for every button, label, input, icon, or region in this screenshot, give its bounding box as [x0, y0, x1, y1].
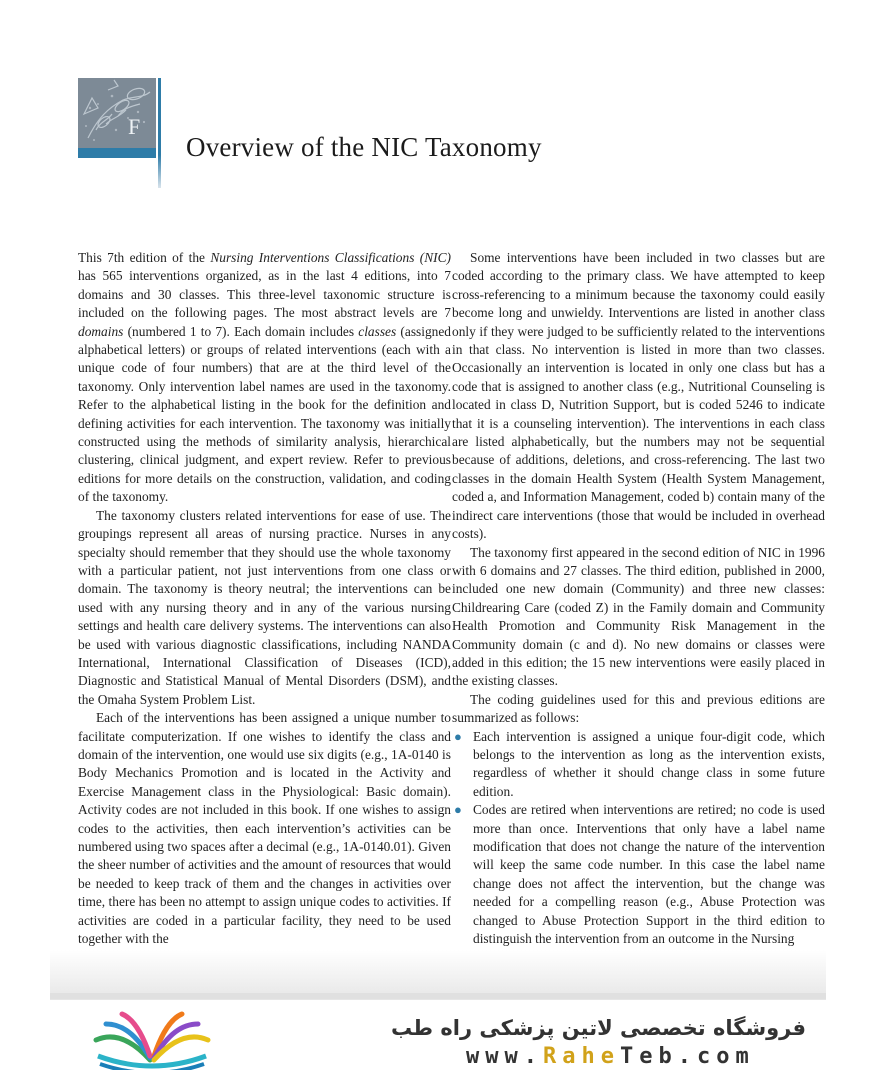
bullet-icon: ●: [454, 802, 462, 818]
coding-guidelines-list: [452, 728, 825, 949]
paragraph: Each of the interventions has been assigned a unique number to facilitate computerization. If one wishes to identify the class and domain of the intervention, one would use six digits (e.g., 1A-0140 is Body Mechanics Promotion and is located in the Activity and Exercise Management class in the Physiological: Basic domain). Activity codes are not included in this book. If one wishes to assign codes to the activities, then each intervention’s activities can be numbered using two spaces after a decimal (e.g., 1A-0140.01). Given the sheer number of activities and the amount of resources that would be needed to keep track of them and the changes in activities over time, there has been no attempt to assign unique codes to activities. If activities are coded in a particular facility, they need to be used together with the: [78, 710, 451, 947]
paragraph: Some interventions have been included in two classes but are coded according to the primary class. We have attempted to keep cross-referencing to a minimum because the taxonomy could easily become long and unwieldy. Interventions are listed in another class only if they were judged to be sufficiently related to the interventions in that class. No intervention is listed in more than two classes. Occasionally an intervention is located in only one class but has a code that is assigned to another class (e.g., Nutritional Counseling is located in class D, Nutrition Support, but is coded 5246 to indicate that it is a counseling intervention). The interventions in each class are listed alphabetically, but the numbers may not be sequential because of additions, deletions, and cross-referencing. The last two classes in the domain Health System (Health System Management, coded a, and Information Management, coded b) contain many of the indirect care interventions (those that would be included in overhead costs).: [452, 250, 825, 542]
watermark-url: www.RaheTeb.com: [466, 1044, 755, 1069]
paragraph: The taxonomy first appeared in the second edition of NIC in 1996 with 6 domains and 27 classes. The third edition, published in 2000, included one new domain (Community) and three new classes: Childrearing Care (coded Z) in the Family domain and Community Health Promotion and Community Risk Management in the Community domain (c and d). No new domains or classes were added in this edition; the 15 new interventions were easily placed in the existing classes.: [452, 544, 825, 689]
chapter-tile: [78, 78, 156, 158]
page-bottom-band: [50, 993, 826, 999]
bullet-icon: ●: [454, 728, 462, 744]
tile-band: [78, 148, 156, 158]
left-column: [78, 249, 451, 948]
paragraph: This 7th edition of the Nursing Interventions Classifications (NIC) has 565 interventions organized, as in the last 4 editions, into 7 domains and 30 classes. This three-level taxonomic structure is included on the following pages. The most abstract levels are 7 domains (numbered 1 to 7). Each domain includes classes (assigned alphabetical letters) or groups of related interventions (each with a unique code of four numbers) that are at the third level of the taxonomy. Only intervention label names are used in the taxonomy. Refer to the alphabetical listing in the book for the definition and defining activities for each intervention. The taxonomy was initially constructed using the methods of similarity analysis, hierarchical clustering, clinical judgment, and expert review. Refer to previous editions for more details on the construction, validation, and coding of the taxonomy.: [78, 250, 451, 505]
book-logo-icon: [92, 1010, 212, 1070]
right-column: [452, 249, 825, 948]
leaf-pattern-icon: [78, 78, 156, 158]
vertical-rule: [158, 78, 161, 188]
chapter-letter: F: [128, 114, 141, 139]
watermark-persian: فروشگاه تخصصی لاتین پزشکی راه طب: [391, 1016, 806, 1040]
list-item: ● Each intervention is assigned a unique four-digit code, which belongs to the intervention as long as the intervention exists, regardless of whether it should change class in some future edition.: [454, 728, 825, 799]
paragraph: The coding guidelines used for this and previous editions are summarized as follows:: [452, 691, 825, 726]
list-item: ● Codes are retired when interventions are retired; no code is used more than once. Interventions that only have a label name modification that does not change the nature of the intervention will keep the same code number. In this case the label name change does not affect the intervention, but the change was needed for a compelling reason (e.g., Abuse Protection was changed to Abuse Protection Support in the third edition to distinguish the intervention from an outcome in the Nursing: [454, 802, 825, 947]
chapter-title: Overview of the NIC Taxonomy: [186, 132, 542, 162]
paragraph: The taxonomy clusters related interventions for ease of use. The groupings represent all areas of nursing practice. Nurses in any specialty should remember that they should use the whole taxonomy with a particular patient, not just interventions from one class or domain. The taxonomy is theory neutral; the interventions can be used with any nursing theory and in any of the various nursing settings and health care delivery systems. The interventions can also be used with various diagnostic classifications, including NANDA International, International Classification of Diseases (ICD), Diagnostic and Statistical Manual of Mental Disorders (DSM), and the Omaha System Problem List.: [78, 507, 451, 707]
